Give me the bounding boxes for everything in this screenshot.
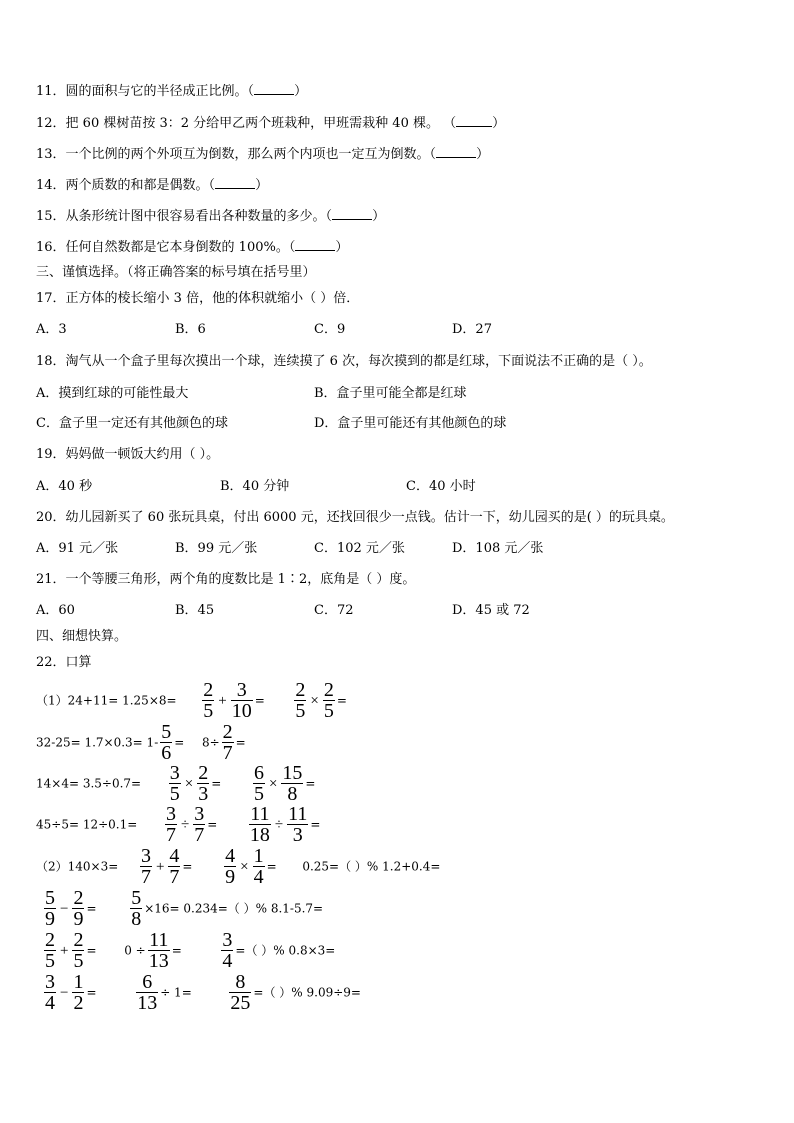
operator: + <box>60 942 69 959</box>
equals: = <box>266 859 277 874</box>
fraction: $\frac{2}{5}$ <box>295 679 306 722</box>
option-b[interactable]: B．40 分钟 <box>220 479 290 494</box>
option-c[interactable]: C．9 <box>314 322 346 337</box>
option-d[interactable]: D．盒子里可能还有其他颜色的球 <box>314 416 507 431</box>
question-20-stem: 20．幼儿园新买了 60 张玩具桌，付出 6000 元，还找回很少一点钱。估计一下，幼儿园买的是( ）的玩具桌。 <box>36 510 674 525</box>
option-c[interactable]: C．盒子里一定还有其他颜色的球 <box>36 416 228 431</box>
calc-text: =（ ）% 0.8×3= <box>235 943 336 958</box>
equals: = <box>207 817 218 832</box>
equals: = <box>235 735 246 750</box>
fraction: $\frac{5}{9}$ <box>45 887 55 930</box>
answer-blank[interactable] <box>332 207 372 220</box>
option-a[interactable]: A．3 <box>36 322 67 337</box>
calc-text: 8÷ <box>201 735 220 750</box>
fraction: $\frac{6}{5}$ <box>253 762 264 805</box>
fraction: $\frac{3}{10}$ <box>231 679 252 722</box>
question-12 <box>36 114 505 133</box>
equals: = <box>86 985 97 1000</box>
calc-text: （2）140×3= <box>36 859 119 874</box>
option-c[interactable]: C．40 小时 <box>406 479 476 494</box>
calc-text: 45÷5= 12÷0.1= <box>36 817 138 832</box>
question-19-stem: 19．妈妈做一顿饭大约用（ ）。 <box>36 447 220 462</box>
fraction: $\frac{2}{9}$ <box>73 887 84 930</box>
operator: × <box>268 775 278 792</box>
question-18-stem: 18．淘气从一个盒子里每次摸出一个球，连续摸了 6 次，每次摸到的都是红球，下面说法不正确的是（ ）。 <box>36 354 652 369</box>
equals: = <box>86 901 97 916</box>
fraction: $\frac{11}{13}$ <box>148 929 169 972</box>
operator: × <box>184 775 194 792</box>
fraction: $\frac{2}{5}$ <box>45 929 55 972</box>
fraction: $\frac{1}{4}$ <box>253 845 264 888</box>
question-16 <box>36 238 348 257</box>
question-text: 圆的面积与它的半径成正比例。（ <box>65 84 255 99</box>
option-c[interactable]: C．102 元／张 <box>314 541 405 556</box>
equals: = <box>254 693 265 708</box>
answer-blank[interactable] <box>436 145 476 158</box>
calc-row-3 <box>36 763 315 804</box>
option-a[interactable]: A．40 秒 <box>36 479 93 494</box>
equals: = <box>336 693 347 708</box>
answer-blank[interactable] <box>254 82 294 95</box>
calc-text: ÷ 1= <box>160 985 192 1000</box>
calc-row-2 <box>36 722 246 763</box>
question-14 <box>36 176 268 195</box>
calc-row-4 <box>36 804 320 845</box>
option-b[interactable]: B．99 元／张 <box>175 541 258 556</box>
fraction: $\frac{3}{7}$ <box>194 803 205 846</box>
calc-text: ×16= 0.234=（ ）% 8.1-5.7= <box>144 901 324 916</box>
paren-close: ） <box>335 240 349 255</box>
operator: ÷ <box>274 816 284 833</box>
operator: − <box>60 900 69 917</box>
operator: × <box>310 692 319 709</box>
fraction: $\frac{1}{2}$ <box>73 971 84 1014</box>
fraction: $\frac{2}{5}$ <box>323 679 334 722</box>
question-21-stem: 21．一个等腰三角形，两个角的度数比是 1∶2，底角是（ ）度。 <box>36 572 416 587</box>
question-15 <box>36 207 385 226</box>
fraction: $\frac{4}{7}$ <box>169 845 180 888</box>
equals: = <box>174 735 185 750</box>
option-b[interactable]: B．6 <box>175 322 206 337</box>
calc-row-7 <box>42 930 335 971</box>
paren-close: ） <box>492 116 506 131</box>
fraction: $\frac{6}{13}$ <box>137 971 158 1014</box>
answer-blank[interactable] <box>295 238 335 251</box>
fraction: $\frac{2}{5}$ <box>203 679 214 722</box>
question-17-stem: 17．正方体的棱长缩小 3 倍，他的体积就缩小（ ）倍． <box>36 291 360 306</box>
paren-close: ） <box>255 178 269 193</box>
section-4-title: 四、细想快算。 <box>36 629 128 644</box>
calc-text: 14×4= 3.5÷0.7= <box>36 776 142 791</box>
option-a[interactable]: A．摸到红球的可能性最大 <box>36 386 189 401</box>
calc-text: （1）24+11= 1.25×8= <box>36 693 177 708</box>
fraction: $\frac{3}{4}$ <box>222 929 233 972</box>
paren-close: ） <box>476 147 490 162</box>
calc-row-5 <box>36 846 440 887</box>
question-text: 从条形统计图中很容易看出各种数量的多少。（ <box>65 209 333 224</box>
operator: × <box>240 858 249 875</box>
fraction: $\frac{8}{25}$ <box>230 971 251 1014</box>
calc-row-8 <box>42 972 361 1013</box>
question-13 <box>36 145 489 164</box>
fraction: $\frac{4}{9}$ <box>225 845 236 888</box>
option-d[interactable]: D．108 元／张 <box>452 541 544 556</box>
section-3-title: 三、谨慎选择。（将正确答案的标号填在括号里） <box>36 265 316 280</box>
question-number: 15． <box>36 209 66 224</box>
option-b[interactable]: B．45 <box>175 603 215 618</box>
paren-close: ） <box>372 209 386 224</box>
question-number: 12． <box>36 116 66 131</box>
calc-text: 32-25= 1.7×0.3= 1- <box>36 735 159 750</box>
question-text: 两个质数的和都是偶数。（ <box>65 178 216 193</box>
option-a[interactable]: A．91 元／张 <box>36 541 119 556</box>
question-number: 16． <box>36 240 66 255</box>
operator: + <box>218 692 227 709</box>
question-11 <box>36 82 307 101</box>
fraction: $\frac{3}{7}$ <box>165 803 176 846</box>
calc-text: =（ ）% 9.09÷9= <box>253 985 361 1000</box>
calc-text: 0 ÷ <box>124 943 146 958</box>
calc-row-1 <box>36 680 347 721</box>
fraction: $\frac{3}{4}$ <box>45 971 55 1014</box>
equals: = <box>211 776 222 791</box>
fraction: $\frac{11}{18}$ <box>249 803 270 846</box>
option-d[interactable]: D．45 或 72 <box>452 603 530 618</box>
option-c[interactable]: C．72 <box>314 603 354 618</box>
operator: − <box>60 984 69 1001</box>
fraction: $\frac{2}{5}$ <box>73 929 84 972</box>
fraction: $\frac{5}{8}$ <box>131 887 142 930</box>
fraction: $\frac{2}{3}$ <box>198 762 209 805</box>
fraction: $\frac{15}{8}$ <box>282 762 303 805</box>
calc-text: 0.25=（ ）% 1.2+0.4= <box>302 859 441 874</box>
fraction: $\frac{11}{3}$ <box>288 803 308 846</box>
fraction: $\frac{2}{7}$ <box>222 721 233 764</box>
question-number: 13． <box>36 147 66 162</box>
calc-row-6 <box>42 888 323 929</box>
option-d[interactable]: D．27 <box>452 322 492 337</box>
option-b[interactable]: B．盒子里可能全都是红球 <box>314 386 467 401</box>
fraction: $\frac{3}{7}$ <box>140 845 151 888</box>
paren-close: ） <box>294 84 308 99</box>
operator: + <box>155 858 165 875</box>
equals: = <box>171 943 182 958</box>
question-text: 把 60 棵树苗按 3：2 分给甲乙两个班栽种，甲班需栽种 40 棵。 （ <box>65 116 457 131</box>
equals: = <box>310 817 321 832</box>
question-22-title: 22．口算 <box>36 655 92 670</box>
equals: = <box>305 776 316 791</box>
answer-blank[interactable] <box>215 176 255 189</box>
fraction: $\frac{3}{5}$ <box>169 762 180 805</box>
answer-blank[interactable] <box>456 114 492 127</box>
question-number: 14． <box>36 178 66 193</box>
operator: ÷ <box>180 816 190 833</box>
question-text: 任何自然数都是它本身倒数的 100%。（ <box>65 240 296 255</box>
fraction: $\frac{5}{6}$ <box>161 721 172 764</box>
question-text: 一个比例的两个外项互为倒数，那么两个内项也一定互为倒数。（ <box>65 147 437 162</box>
equals: = <box>86 943 97 958</box>
question-number: 11． <box>36 84 66 99</box>
equals: = <box>182 859 193 874</box>
option-a[interactable]: A．60 <box>36 603 75 618</box>
